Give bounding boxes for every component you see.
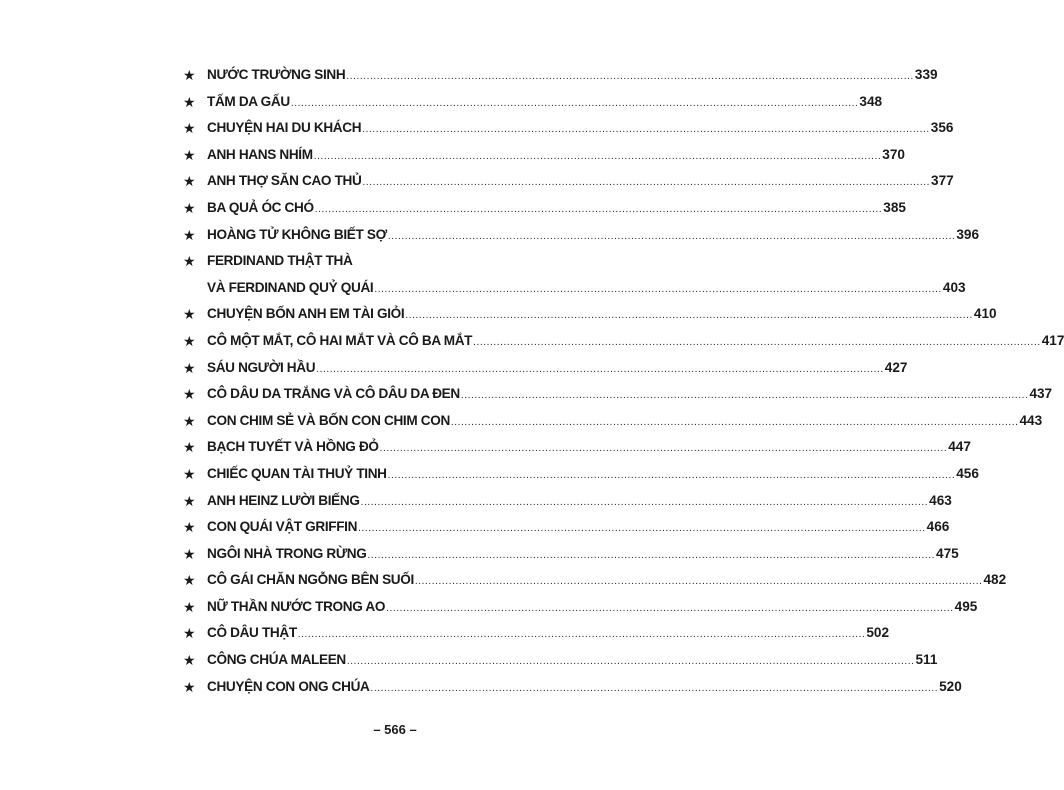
toc-entry-page: 447 bbox=[948, 439, 971, 455]
toc-entry-title: NGÔI NHÀ TRONG RỪNG bbox=[207, 545, 367, 561]
toc-entry bbox=[183, 115, 954, 142]
table-of-contents bbox=[183, 62, 1064, 700]
dot-leader bbox=[347, 649, 915, 676]
toc-entry-page: 348 bbox=[859, 93, 883, 109]
toc-entry-title: CÔ GÁI CHĂN NGỖNG BÊN SUỐI bbox=[207, 572, 414, 588]
dot-leader bbox=[362, 117, 930, 144]
star-icon: ★ bbox=[183, 465, 196, 482]
toc-entry bbox=[183, 248, 966, 301]
toc-entry bbox=[183, 461, 979, 488]
toc-entry-page: 427 bbox=[884, 359, 908, 375]
toc-entry-page: 417 bbox=[1041, 332, 1064, 348]
toc-entry bbox=[183, 168, 954, 195]
toc-entry-title: BẠCH TUYẾT VÀ HỒNG ĐỎ bbox=[207, 439, 379, 455]
dot-leader bbox=[314, 144, 882, 171]
toc-entry bbox=[183, 541, 959, 568]
dot-leader bbox=[298, 622, 866, 649]
dot-leader bbox=[380, 436, 948, 463]
dot-leader bbox=[415, 569, 983, 596]
dot-leader bbox=[374, 277, 942, 304]
toc-entry bbox=[183, 62, 938, 89]
dot-leader bbox=[473, 330, 1041, 357]
toc-entry-title: CHIẾC QUAN TÀI THUỶ TINH bbox=[207, 465, 387, 481]
star-icon: ★ bbox=[183, 545, 196, 562]
dot-leader bbox=[451, 410, 1019, 437]
toc-entry bbox=[183, 647, 938, 674]
toc-entry bbox=[183, 142, 905, 169]
star-icon: ★ bbox=[183, 173, 196, 190]
toc-entry-title: CÔNG CHÚA MALEEN bbox=[207, 652, 346, 668]
toc-entry bbox=[183, 222, 980, 249]
dot-leader bbox=[405, 303, 973, 330]
toc-entry-title: FERDINAND THẬT THÀ bbox=[207, 253, 353, 269]
star-icon: ★ bbox=[183, 120, 196, 137]
star-icon: ★ bbox=[183, 306, 196, 323]
star-icon: ★ bbox=[183, 199, 196, 216]
toc-entry bbox=[183, 488, 952, 515]
toc-entry bbox=[183, 620, 890, 647]
dot-leader bbox=[358, 516, 926, 543]
toc-entry-title: CHUYỆN HAI DU KHÁCH bbox=[207, 120, 362, 136]
toc-entry-page: 443 bbox=[1019, 412, 1043, 428]
toc-entry-page: 466 bbox=[926, 519, 950, 535]
toc-entry-title: HOÀNG TỬ KHÔNG BIẾT SỢ bbox=[207, 226, 387, 242]
toc-entry-page: 403 bbox=[942, 279, 966, 295]
star-icon: ★ bbox=[183, 146, 196, 163]
star-icon: ★ bbox=[183, 332, 196, 349]
toc-entry-page: 396 bbox=[956, 226, 980, 242]
toc-entry-page: 339 bbox=[914, 67, 938, 82]
dot-leader bbox=[388, 224, 956, 251]
toc-entry-title: CON CHIM SẺ VÀ BỐN CON CHIM CON bbox=[207, 412, 450, 428]
star-icon: ★ bbox=[183, 519, 196, 536]
toc-entry bbox=[183, 381, 1053, 408]
toc-entry-title: TẤM DA GẤU bbox=[207, 93, 290, 109]
toc-entry-page: 463 bbox=[929, 492, 952, 508]
toc-entry bbox=[183, 408, 1043, 435]
page-number: – 566 – bbox=[373, 722, 417, 737]
toc-entry-title: SÁU NGƯỜI HẦU bbox=[207, 359, 316, 375]
dot-leader bbox=[388, 463, 956, 490]
star-icon: ★ bbox=[183, 572, 196, 589]
star-icon: ★ bbox=[183, 359, 196, 376]
star-icon: ★ bbox=[183, 652, 196, 669]
toc-entry-page: 475 bbox=[936, 545, 959, 561]
toc-entry-page: 437 bbox=[1029, 386, 1053, 402]
toc-entry-page: 482 bbox=[983, 572, 1007, 588]
star-icon: ★ bbox=[183, 439, 196, 456]
star-icon: ★ bbox=[183, 226, 196, 243]
toc-entry-title: CON QUÁI VẬT GRIFFIN bbox=[207, 519, 358, 535]
dot-leader bbox=[291, 91, 859, 118]
dot-leader bbox=[346, 64, 914, 91]
toc-entry-page: 511 bbox=[915, 652, 938, 668]
toc-entry bbox=[183, 89, 883, 116]
dot-leader bbox=[371, 676, 939, 703]
toc-entry-title: CHUYỆN CON ONG CHÚA bbox=[207, 678, 370, 694]
toc-entry-title: ANH HEINZ LƯỜI BIẾNG bbox=[207, 492, 360, 508]
toc-entry-page: 377 bbox=[931, 173, 954, 189]
toc-entry-title: NƯỚC TRƯỜNG SINH bbox=[207, 67, 346, 82]
toc-entry bbox=[183, 567, 1007, 594]
star-icon: ★ bbox=[183, 386, 196, 403]
star-icon: ★ bbox=[183, 412, 196, 429]
toc-entry bbox=[183, 594, 978, 621]
dot-leader bbox=[386, 596, 954, 623]
star-icon: ★ bbox=[183, 598, 196, 615]
star-icon: ★ bbox=[183, 678, 196, 695]
toc-entry bbox=[183, 674, 962, 701]
toc-entry bbox=[183, 195, 906, 222]
toc-entry-title: CHUYỆN BỐN ANH EM TÀI GIỎI bbox=[207, 306, 405, 322]
toc-entry-page: 456 bbox=[956, 465, 979, 481]
toc-entry-title: BA QUẢ ÓC CHÓ bbox=[207, 199, 314, 215]
toc-entry-title: CÔ MỘT MẮT, CÔ HAI MẮT VÀ CÔ BA MẮT bbox=[207, 332, 473, 348]
toc-entry bbox=[183, 328, 1064, 355]
star-icon: ★ bbox=[183, 625, 196, 642]
dot-leader bbox=[367, 543, 935, 570]
toc-entry bbox=[183, 514, 950, 541]
toc-entry-page: 356 bbox=[930, 120, 954, 136]
star-icon: ★ bbox=[183, 253, 196, 270]
toc-entry-page: 370 bbox=[882, 146, 905, 162]
toc-entry-page: 520 bbox=[939, 678, 962, 694]
toc-entry bbox=[183, 434, 971, 461]
toc-entry-title: CÔ DÂU DA TRẮNG VÀ CÔ DÂU DA ĐEN bbox=[207, 386, 460, 402]
toc-entry-title: ANH THỢ SĂN CAO THỦ bbox=[207, 173, 362, 189]
toc-entry-page: 385 bbox=[883, 199, 906, 215]
toc-entry-title: ANH HANS NHÍM bbox=[207, 146, 313, 162]
star-icon: ★ bbox=[183, 67, 196, 83]
toc-entry bbox=[183, 301, 997, 328]
toc-entry-title: NỮ THẦN NƯỚC TRONG AO bbox=[207, 598, 386, 614]
dot-leader bbox=[361, 490, 929, 517]
toc-entry-page: 502 bbox=[866, 625, 890, 641]
toc-entry-title: CÔ DÂU THẬT bbox=[207, 625, 297, 641]
dot-leader bbox=[315, 197, 883, 224]
dot-leader bbox=[362, 170, 930, 197]
star-icon: ★ bbox=[183, 492, 196, 509]
toc-entry-page: 495 bbox=[954, 598, 978, 614]
toc-entry bbox=[183, 355, 908, 382]
toc-entry-title: VÀ FERDINAND QUỶ QUÁI bbox=[207, 279, 374, 295]
star-icon: ★ bbox=[183, 93, 196, 110]
dot-leader bbox=[316, 357, 884, 384]
toc-entry-page: 410 bbox=[973, 306, 997, 322]
dot-leader bbox=[461, 383, 1029, 410]
